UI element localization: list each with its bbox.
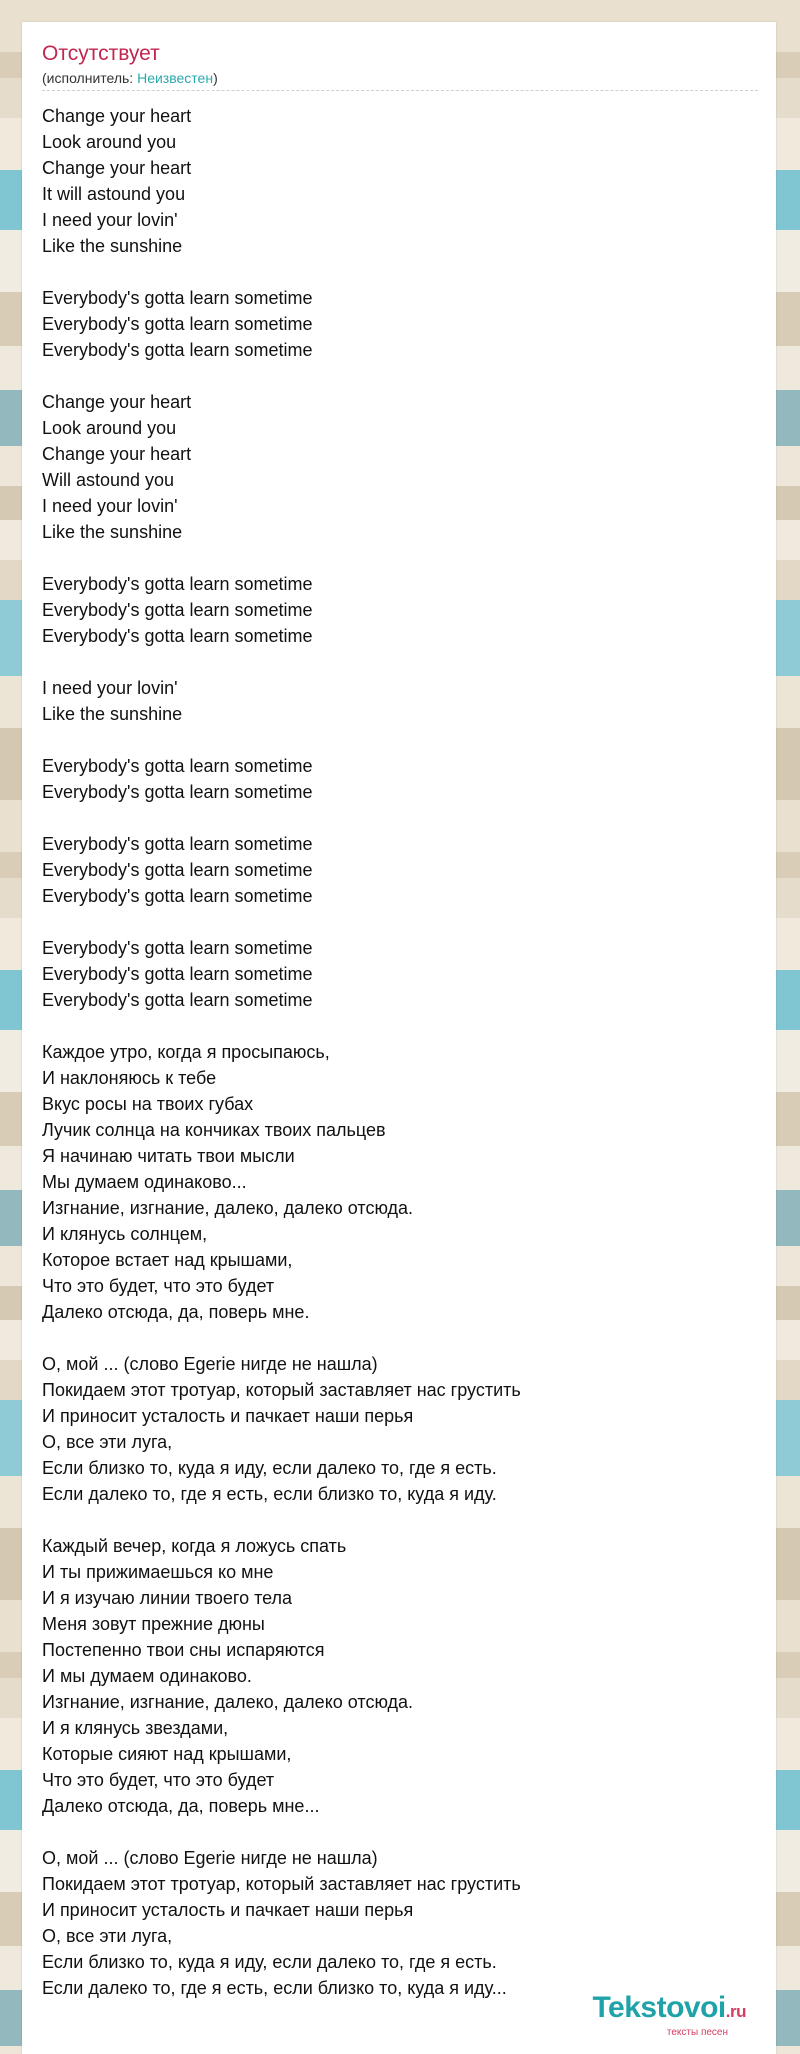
artist-line: [42, 70, 218, 86]
site-logo[interactable]: [592, 1993, 746, 2038]
logo-tagline: тексты песен: [666, 2027, 728, 2038]
artist-prefix: (исполнитель:: [42, 70, 138, 86]
logo-tld: .ru: [725, 2002, 746, 2021]
logo-wordmark: [592, 1993, 746, 2027]
header-divider: [42, 90, 758, 91]
song-title: Отсутствует: [42, 42, 160, 65]
artist-link[interactable]: Неизвестен: [137, 70, 214, 86]
lyrics-card: [22, 22, 776, 2054]
lyrics-text: Change your heart Look around you Change your heart It will astound you I need your lovin' Like the sunshine Everybody's gotta learn sometime Everybody's gotta learn sometime Everybody's gotta learn sometime Change your heart Look around you Change your heart Will astound you I need your lovin' Like the sunshine Everybody's gotta learn sometime Everybody's gotta learn sometime Everybody's gotta learn sometime I need your lovin' Like the sunshine Everybody's gotta learn sometime Everybody's gotta learn sometime Everybody's gotta learn sometime Everybody's gotta learn sometime Everybody's gotta learn sometime Everybody's gotta learn sometime Everybody's gotta learn sometime Everybody's gotta learn sometime Каждое утро, когда я просыпаюсь, И наклоняюсь к тебе Вкус росы на твоих губах Лучик солнца на кончиках твоих пальцев Я начинаю читать твои мысли Мы думаем одинаково... Изгнание, изгнание, далеко, далеко отсюда. И клянусь солнцем, Которое встает над крышами, Что это будет, что это будет Далеко отсюда, да, поверь мне. О, мой ... (слово Egerie нигде не нашла) Покидаем этот тротуар, который заставляет нас грустить И приносит усталость и пачкает наши перья О, все эти луга, Если близко то, куда я иду, если далеко то, где я есть. Если далеко то, где я есть, если близко то, куда я иду. Каждый вечер, когда я ложусь спать И ты прижимаешься ко мне И я изучаю линии твоего тела Меня зовут прежние дюны Постепенно твои сны испаряются И мы думаем одинаково. Изгнание, изгнание, далеко, далеко отсюда. И я клянусь звездами, Которые сияют над крышами, Что это будет, что это будет Далеко отсюда, да, поверь мне... О, мой ... (слово Egerie нигде не нашла) Покидаем этот тротуар, который заставляет нас грустить И приносит усталость и пачкает наши перья О, все эти луга, Если близко то, куда я иду, если далеко то, где я есть. Если далеко то, где я есть, если близко то, куда я иду...: [42, 106, 521, 1998]
logo-name: Tekstovoi: [592, 1991, 726, 2024]
artist-suffix: ): [213, 70, 218, 86]
